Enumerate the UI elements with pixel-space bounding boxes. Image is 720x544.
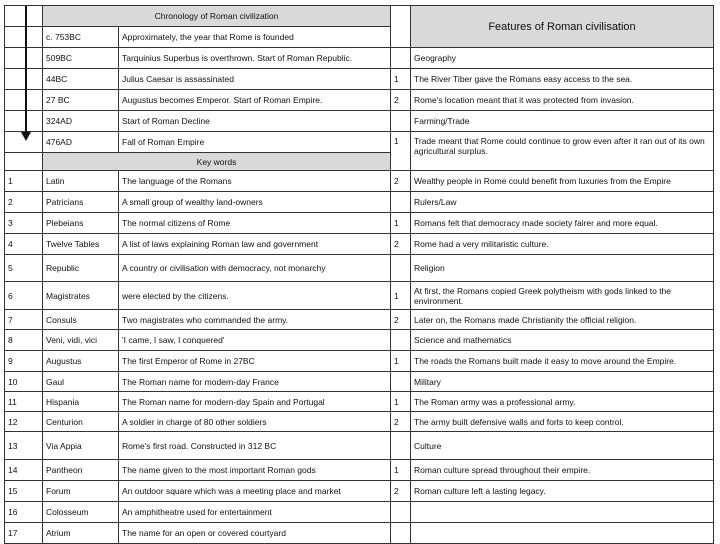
item-num: 2 xyxy=(391,310,411,330)
section-rulers: Rulers/Law xyxy=(411,192,714,213)
kw-term: Magistrates xyxy=(43,282,119,310)
kw-num: 14 xyxy=(5,460,43,481)
sci-item: The roads the Romans built made it easy to move around the Empire. xyxy=(411,351,714,372)
kw-term: Atrium xyxy=(43,523,119,544)
farm-item: Trade meant that Rome could continue to grow even after it ran out of its own agricultural surplus. xyxy=(411,132,714,171)
section-geography: Geography xyxy=(411,48,714,69)
item-num: 1 xyxy=(391,282,411,310)
kw-term: Centurion xyxy=(43,412,119,432)
kw-def: were elected by the citizens. xyxy=(119,282,391,310)
kw-num: 1 xyxy=(5,171,43,192)
kw-num: 15 xyxy=(5,481,43,502)
rel-item: At first, the Romans copied Greek polytheism with gods linked to the environment. xyxy=(411,282,714,310)
kw-def: The normal citizens of Rome xyxy=(119,213,391,234)
chron-date: 509BC xyxy=(43,48,119,69)
kw-def: 'I came, I saw, I conquered' xyxy=(119,330,391,351)
chron-date: 476AD xyxy=(43,132,119,153)
chron-date: 27 BC xyxy=(43,90,119,111)
kw-def: The Roman name for modern-day France xyxy=(119,372,391,392)
kw-num: 10 xyxy=(5,372,43,392)
chron-event: Tarquinius Superbus is overthrown. Start of Roman Republic. xyxy=(119,48,391,69)
keywords-title: Key words xyxy=(43,153,391,171)
chron-event: Approximately, the year that Rome is founded xyxy=(119,27,391,48)
kw-term: Consuls xyxy=(43,310,119,330)
kw-num: 4 xyxy=(5,234,43,255)
kw-def: Rome's first road. Constructed in 312 BC xyxy=(119,432,391,460)
kw-term: Hispania xyxy=(43,392,119,412)
chron-date: 44BC xyxy=(43,69,119,90)
section-religion: Religion xyxy=(411,255,714,282)
chron-date: 324AD xyxy=(43,111,119,132)
kw-term: Patricians xyxy=(43,192,119,213)
kw-num: 13 xyxy=(5,432,43,460)
geo-item: The River Tiber gave the Romans easy access to the sea. xyxy=(411,69,714,90)
chron-event: Augustus becomes Emperor. Start of Roman Empire. xyxy=(119,90,391,111)
section-culture: Culture xyxy=(411,432,714,460)
kw-term: Pantheon xyxy=(43,460,119,481)
kw-num: 11 xyxy=(5,392,43,412)
kw-def: An outdoor square which was a meeting place and market xyxy=(119,481,391,502)
item-num: 2 xyxy=(391,481,411,502)
section-farming: Farming/Trade xyxy=(411,111,714,132)
section-military: Military xyxy=(411,372,714,392)
kw-term: Republic xyxy=(43,255,119,282)
kw-num: 3 xyxy=(5,213,43,234)
features-title: Features of Roman civilisation xyxy=(411,6,714,48)
kw-def: The language of the Romans xyxy=(119,171,391,192)
rule-item: Romans felt that democracy made society fairer and more equal. xyxy=(411,213,714,234)
mil-item: The army built defensive walls and forts to keep control. xyxy=(411,412,714,432)
chron-event: Julius Caesar is assassinated xyxy=(119,69,391,90)
right-table xyxy=(390,5,714,544)
rel-item: Later on, the Romans made Christianity the official religion. xyxy=(411,310,714,330)
kw-num: 5 xyxy=(5,255,43,282)
item-num: 1 xyxy=(391,392,411,412)
cul-item: Roman culture spread throughout their empire. xyxy=(411,460,714,481)
kw-num: 16 xyxy=(5,502,43,523)
mil-item: The Roman army was a professional army. xyxy=(411,392,714,412)
chron-event: Start of Roman Decline xyxy=(119,111,391,132)
chron-event: Fall of Roman Empire xyxy=(119,132,391,153)
item-num: 2 xyxy=(391,412,411,432)
kw-num: 8 xyxy=(5,330,43,351)
kw-def: A small group of wealthy land-owners xyxy=(119,192,391,213)
kw-def: Two magistrates who commanded the army. xyxy=(119,310,391,330)
rule-item: Rome had a very militaristic culture. xyxy=(411,234,714,255)
item-num: 1 xyxy=(391,213,411,234)
kw-def: A list of laws explaining Roman law and government xyxy=(119,234,391,255)
item-num: 1 xyxy=(391,460,411,481)
kw-num: 2 xyxy=(5,192,43,213)
chron-date: c. 753BC xyxy=(43,27,119,48)
kw-term: Colosseum xyxy=(43,502,119,523)
kw-def: The Roman name for modern-day Spain and Portugal xyxy=(119,392,391,412)
kw-num: 9 xyxy=(5,351,43,372)
kw-term: Plebeians xyxy=(43,213,119,234)
item-num: 1 xyxy=(391,351,411,372)
kw-term: Via Appia xyxy=(43,432,119,460)
kw-term: Augustus xyxy=(43,351,119,372)
farm-item: Wealthy people in Rome could benefit from luxuries from the Empire xyxy=(411,171,714,192)
kw-num: 6 xyxy=(5,282,43,310)
kw-term: Latin xyxy=(43,171,119,192)
kw-def: A soldier in charge of 80 other soldiers xyxy=(119,412,391,432)
geo-item: Rome's location meant that it was protected from invasion. xyxy=(411,90,714,111)
left-table xyxy=(4,5,391,544)
item-num: 2 xyxy=(391,171,411,192)
timeline-arrow-line xyxy=(25,6,27,134)
kw-term: Veni, vidi, vici xyxy=(43,330,119,351)
kw-num: 17 xyxy=(5,523,43,544)
kw-def: The name for an open or covered courtyard xyxy=(119,523,391,544)
item-num: 1 xyxy=(391,132,411,171)
chronology-title: Chronology of Roman civilization xyxy=(43,6,391,27)
section-science: Science and mathematics xyxy=(411,330,714,351)
down-arrow-icon xyxy=(21,132,31,141)
kw-num: 7 xyxy=(5,310,43,330)
kw-def: A country or civilisation with democracy, not monarchy xyxy=(119,255,391,282)
kw-def: An amphitheatre used for entertainment xyxy=(119,502,391,523)
kw-term: Forum xyxy=(43,481,119,502)
cul-item: Roman culture left a lasting legacy. xyxy=(411,481,714,502)
arrow-cell xyxy=(5,6,43,27)
kw-term: Twelve Tables xyxy=(43,234,119,255)
kw-term: Gaul xyxy=(43,372,119,392)
item-num: 1 xyxy=(391,69,411,90)
item-num: 2 xyxy=(391,234,411,255)
kw-num: 12 xyxy=(5,412,43,432)
kw-def: The first Emperor of Rome in 27BC xyxy=(119,351,391,372)
kw-def: The name given to the most important Roman gods xyxy=(119,460,391,481)
item-num: 2 xyxy=(391,90,411,111)
